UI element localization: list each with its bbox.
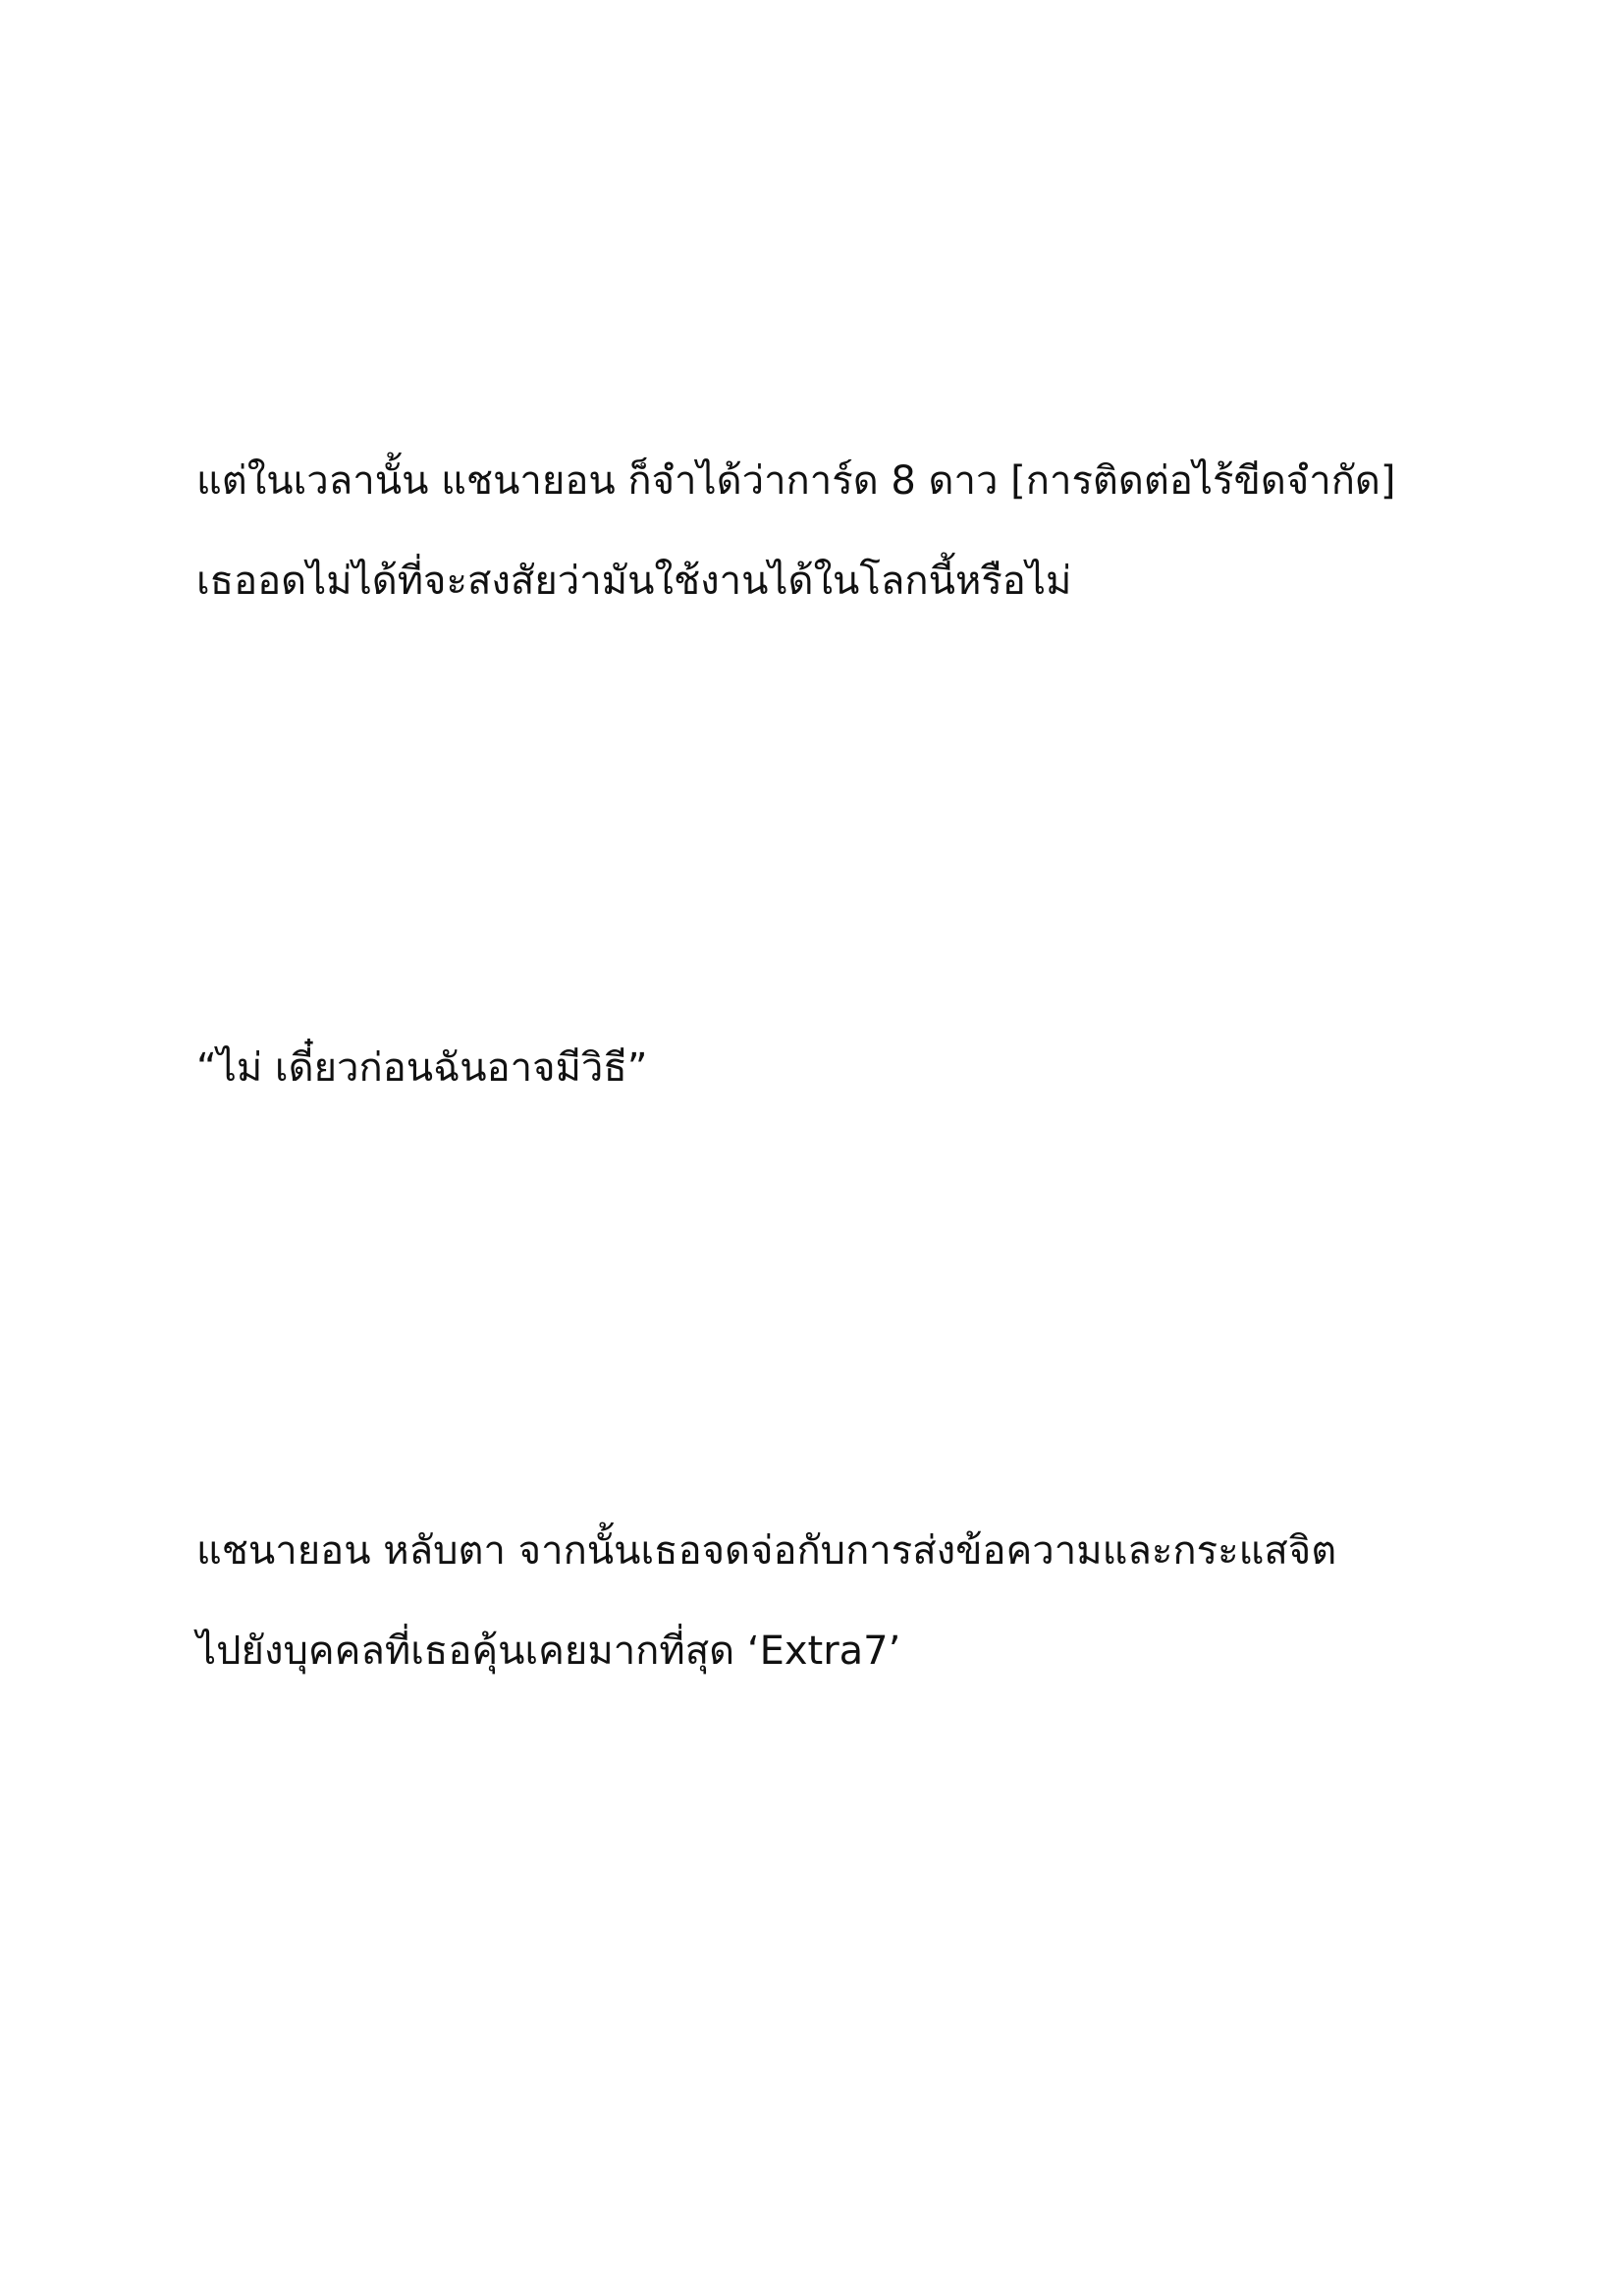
dialogue-line: “ไม่ เดี๋ยวก่อนฉันอาจมีวิธี”: [196, 1045, 648, 1091]
paragraph-1-line-1: แต่ในเวลานั้น แชนายอน ก็จำได้ว่าการ์ด 8 ดาว [การติดต่อไร้ขีดจำกัด]: [196, 458, 1396, 504]
paragraph-3-line-2: ไปยังบุคคลที่เธอคุ้นเคยมากที่สุด ‘Extra7’: [196, 1629, 901, 1674]
paragraph-3-line-1: แชนายอน หลับตา จากนั้นเธอจดจ่อกับการส่งข้อความและกระแสจิต: [196, 1528, 1337, 1574]
paragraph-1-line-2: เธออดไม่ได้ที่จะสงสัยว่ามันใช้งานได้ในโลกนี้หรือไม่: [196, 559, 1072, 604]
